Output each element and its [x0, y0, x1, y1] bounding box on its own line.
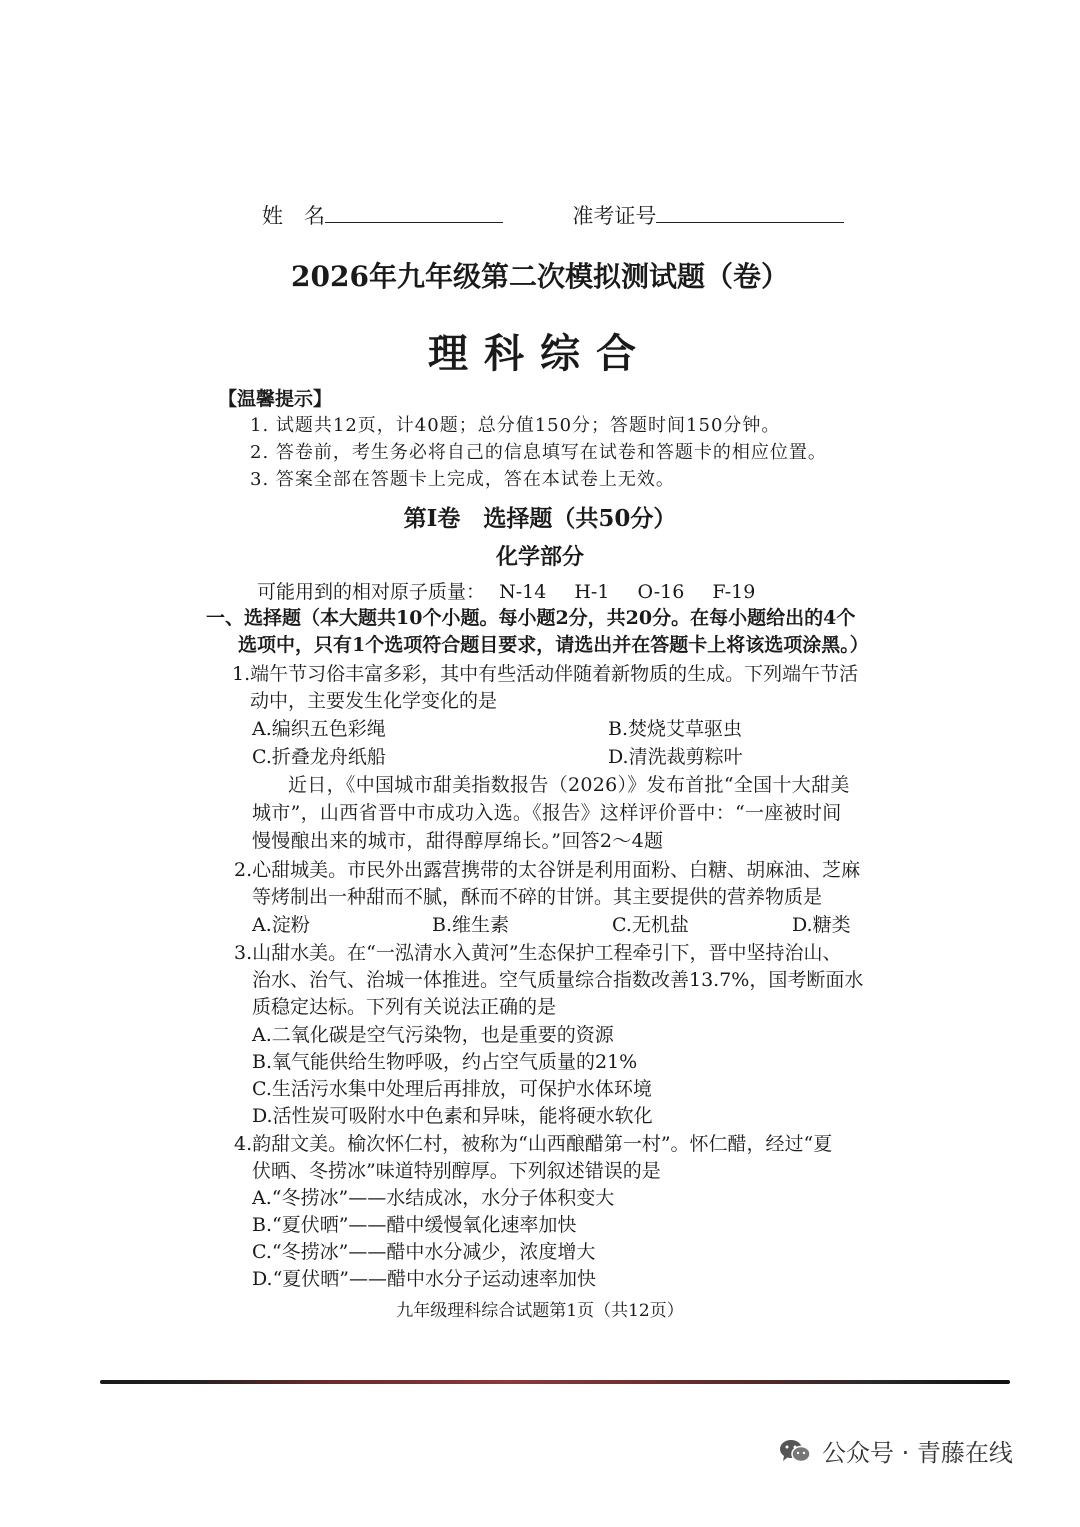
option-a[interactable]: A.编织五色彩绳 [252, 718, 386, 740]
tip-item: 2. 答卷前，考生务必将自己的信息填写在试卷和答题卡的相应位置。 [250, 442, 827, 463]
question-3-stem: 3.山甜水美。在“一泓清水入黄河”生态保护工程牵引下，晋中坚持治山、 [234, 942, 842, 964]
question-4-stem: 4.韵甜文美。榆次怀仁村，被称为“山西酿醋第一村”。怀仁醋，经过“夏 [234, 1133, 833, 1155]
passage-line: 城市”，山西省晋中市成功入选。《报告》这样评价晋中：“一座被时间 [252, 802, 842, 824]
atomic-mass-item: H-1 [574, 581, 610, 603]
option-b[interactable]: B.焚烧艾草驱虫 [608, 718, 743, 740]
question-1-stem: 动中，主要发生化学变化的是 [250, 690, 498, 712]
option-c[interactable]: C.无机盐 [612, 914, 689, 936]
question-3-stem: 质稳定达标。下列有关说法正确的是 [252, 996, 557, 1018]
watermark-text: 公众号 · 青藤在线 [822, 1439, 1013, 1467]
instruction-line: 选项中，只有1个选项符合题目要求，请选出并在答题卡上将该选项涂黑。） [238, 634, 869, 656]
question-1-stem: 1.端午节习俗丰富多彩，其中有些活动伴随着新物质的生成。下列端午节活 [232, 663, 859, 685]
page-footer: 九年级理科综合试题第1页（共12页） [396, 1301, 684, 1321]
option-d[interactable]: D.清洗裁剪粽叶 [608, 746, 743, 768]
watermark [778, 1433, 1013, 1468]
option-a[interactable]: A.“冬捞冰”——水结成冰，水分子体积变大 [252, 1187, 615, 1209]
exam-title: 2026年九年级第二次模拟测试题（卷） [291, 260, 789, 293]
option-b[interactable]: B.“夏伏晒”——醋中缓慢氧化速率加快 [252, 1214, 577, 1236]
option-b[interactable]: B.维生素 [432, 914, 510, 936]
tip-item: 1. 试题共12页，计40题；总分值150分；答题时间150分钟。 [250, 415, 781, 436]
question-4-stem: 伏晒、冬捞冰”味道特别醇厚。下列叙述错误的是 [252, 1160, 661, 1182]
atomic-mass-line [257, 577, 777, 604]
option-c[interactable]: C.折叠龙舟纸船 [252, 746, 386, 768]
name-label: 姓 名 [262, 204, 325, 228]
tip-item: 3. 答案全部在答题卡上完成，答在本试卷上无效。 [250, 469, 675, 490]
atomic-mass-item: F-19 [712, 581, 756, 603]
option-a[interactable]: A.二氧化碳是空气污染物，也是重要的资源 [252, 1024, 614, 1046]
question-2-stem: 等烤制出一种甜而不腻，酥而不碎的甘饼。其主要提供的营养物质是 [252, 886, 823, 908]
option-d[interactable]: D.活性炭可吸附水中色素和异味，能将硬水软化 [252, 1105, 653, 1127]
option-d[interactable]: D.“夏伏晒”——醋中水分子运动速率加快 [252, 1268, 597, 1290]
exam-id-field[interactable] [656, 204, 844, 223]
wechat-icon [778, 1438, 812, 1464]
tips-header: 【温馨提示】 [218, 388, 333, 410]
question-2-stem: 2.心甜城美。市民外出露营携带的太谷饼是利用面粉、白糖、胡麻油、芝麻 [234, 859, 861, 881]
option-c[interactable]: C.生活污水集中处理后再排放，可保护水体环境 [252, 1078, 652, 1100]
student-info-row [262, 200, 844, 230]
passage-line: 慢慢酿出来的城市，甜得醇厚绵长。”回答2～4题 [252, 830, 664, 852]
option-a[interactable]: A.淀粉 [252, 914, 310, 936]
scan-edge-line [100, 1380, 1010, 1384]
section-title: 第Ⅰ卷 选择题（共50分） [403, 505, 677, 532]
atomic-mass-item: O-16 [637, 581, 685, 603]
instruction-line: 一、选择题（本大题共10个小题。每小题2分，共20分。在每小题给出的4个 [206, 607, 856, 629]
option-c[interactable]: C.“冬捞冰”——醋中水分减少，浓度增大 [252, 1241, 596, 1263]
part-title: 化学部分 [495, 544, 584, 570]
subject-title: 理科综合 [428, 330, 652, 377]
question-3-stem: 治水、治气、治城一体推进。空气质量综合指数改善13.7%，国考断面水 [252, 969, 864, 991]
option-d[interactable]: D.糖类 [792, 914, 851, 936]
atomic-mass-item: N-14 [499, 581, 547, 603]
exam-id-label: 准考证号 [572, 204, 657, 228]
name-field[interactable] [325, 204, 503, 223]
atomic-mass-label: 可能用到的相对原子质量： [257, 581, 486, 603]
passage-line: 近日，《中国城市甜美指数报告（2026）》发布首批“全国十大甜美 [288, 774, 850, 796]
option-b[interactable]: B.氧气能供给生物呼吸，约占空气质量的21% [252, 1051, 638, 1073]
